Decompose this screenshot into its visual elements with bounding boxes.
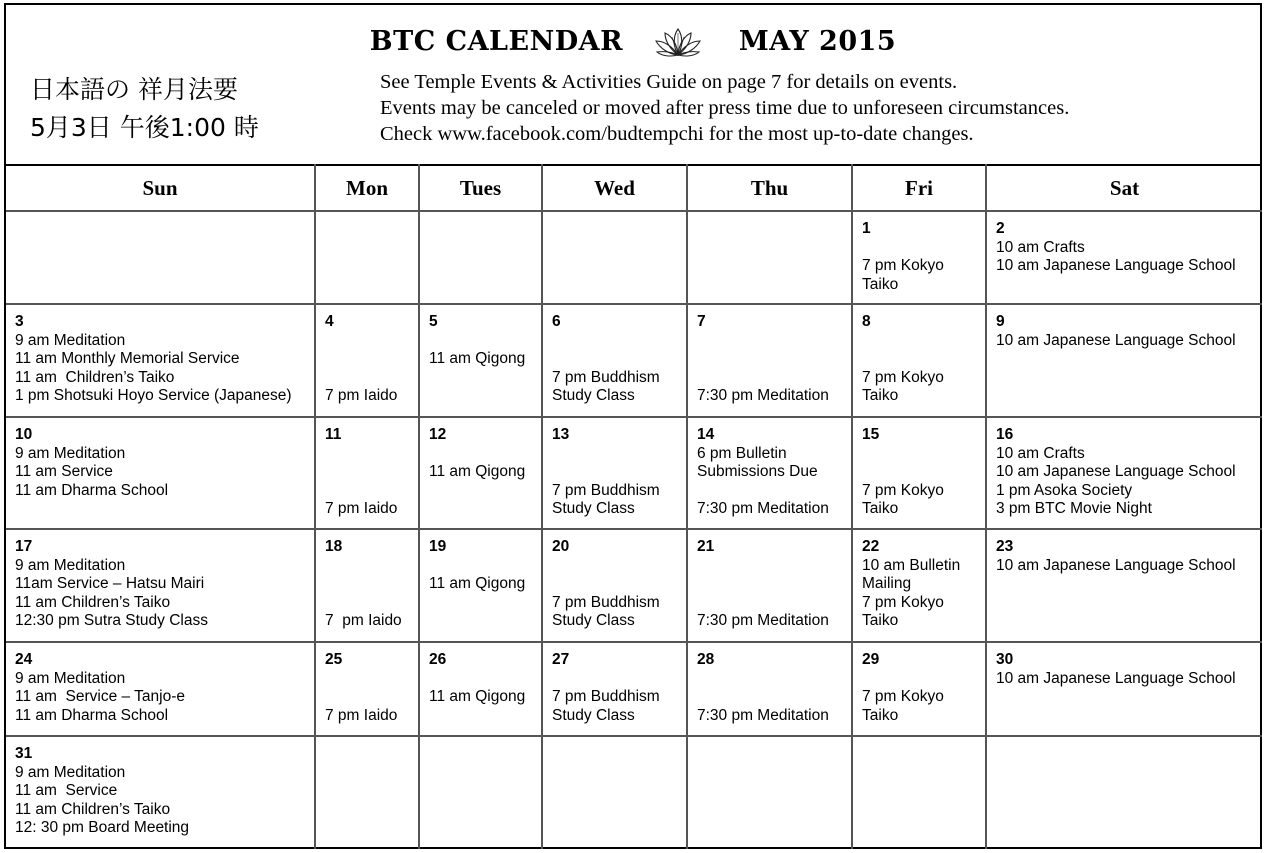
page-title [6, 25, 1260, 58]
event-line: 10 am Crafts [996, 444, 1085, 462]
event-spacer [552, 670, 686, 689]
day-content [688, 643, 851, 725]
empty-day-cell [542, 211, 687, 304]
event-spacer [325, 332, 418, 351]
day-content [420, 418, 541, 482]
japanese-line-1: 日本語の 祥月法要 [30, 75, 238, 104]
day-number: 28 [697, 651, 715, 668]
event-line: 11 am Qigong [429, 463, 526, 481]
event-line: 11 am Children’s Taiko [15, 593, 171, 611]
day-content [543, 530, 686, 631]
event-line: 10 am Japanese Language School [996, 669, 1236, 687]
event-spacer [552, 575, 686, 594]
event-spacer [697, 575, 851, 594]
event-line: 7 pm Kokyo [862, 593, 944, 611]
event-line: Taiko [862, 387, 899, 405]
calendar-week-row [6, 529, 1262, 642]
day-content [688, 418, 851, 519]
calendar-header [6, 5, 1260, 165]
day-number: 7 [697, 313, 706, 330]
day-content [420, 530, 541, 594]
event-line: 7:30 pm Meditation [697, 387, 829, 405]
event-line: 7 pm Kokyo [862, 481, 944, 499]
event-line: Taiko [862, 706, 899, 724]
event-line: 10 am Japanese Language School [996, 463, 1236, 481]
empty-day-cell [687, 736, 852, 849]
day-content [853, 530, 985, 631]
event-line: 11 am Children’s Taiko [15, 368, 175, 386]
event-line: 11 am Qigong [429, 575, 526, 593]
event-spacer [325, 463, 418, 482]
day-number: 3 [15, 313, 24, 330]
event-line: 11 am Monthly Memorial Service [15, 350, 240, 368]
event-line: 11 am Dharma School [15, 481, 169, 499]
day-number: 24 [15, 651, 33, 668]
calendar-day-cell [6, 304, 315, 417]
event-spacer [697, 332, 851, 351]
event-spacer [697, 482, 851, 501]
event-line: 12: 30 pm Board Meeting [15, 819, 190, 837]
day-number: 22 [862, 538, 880, 555]
empty-day-cell [6, 211, 315, 304]
empty-day-cell [687, 211, 852, 304]
calendar-day-cell [986, 417, 1262, 529]
weekday-header: Tues [419, 165, 542, 211]
event-spacer [552, 332, 686, 351]
day-content [316, 418, 418, 519]
event-line: 7:30 pm Meditation [697, 500, 829, 518]
event-spacer [325, 594, 418, 613]
event-line: 11am Service – Hatsu Mairi [15, 575, 205, 593]
event-line: 7 pm Iaido [325, 500, 398, 518]
empty-day-cell [315, 736, 419, 849]
header-notes [380, 69, 1069, 147]
day-content [6, 530, 314, 631]
event-line: 1 pm Shotsuki Hoyo Service (Japanese) [15, 387, 292, 405]
day-content [987, 212, 1262, 276]
weekday-header-row [6, 165, 1262, 211]
event-line: 9 am Meditation [15, 763, 126, 781]
event-line: 11 am Children’s Taiko [15, 800, 171, 818]
day-number: 30 [996, 651, 1014, 668]
calendar-day-cell [687, 529, 852, 642]
note-line: See Temple Events & Activities Guide on page 7 for details on events. [380, 71, 958, 93]
event-spacer [697, 369, 851, 388]
calendar-day-cell [687, 304, 852, 417]
calendar-day-cell [852, 417, 986, 529]
day-number: 6 [552, 313, 561, 330]
note-line: Events may be canceled or moved after press time due to unforeseen circumstances. [380, 97, 1070, 119]
day-content [987, 530, 1262, 575]
event-line: 9 am Meditation [15, 444, 126, 462]
day-content [853, 643, 985, 725]
event-line: 7 pm Iaido [325, 387, 398, 405]
day-number: 2 [996, 220, 1005, 237]
day-content [316, 212, 418, 220]
event-line: 7 pm Iaido [325, 706, 398, 724]
event-spacer [697, 557, 851, 576]
empty-day-cell [542, 736, 687, 849]
event-line: 7 pm Buddhism [552, 368, 660, 386]
day-content [6, 643, 314, 725]
calendar-day-cell [542, 642, 687, 736]
day-content [543, 418, 686, 519]
calendar-grid [6, 164, 1262, 849]
event-line: Mailing [862, 575, 912, 593]
event-line: 12:30 pm Sutra Study Class [15, 612, 208, 630]
event-line: Taiko [862, 275, 899, 293]
day-content [543, 212, 686, 220]
calendar-day-cell [852, 304, 986, 417]
calendar-day-cell [542, 304, 687, 417]
day-content [6, 305, 314, 406]
event-line: Taiko [862, 500, 899, 518]
event-line: 9 am Meditation [15, 331, 126, 349]
day-number: 4 [325, 313, 334, 330]
calendar-day-cell [986, 211, 1262, 304]
event-spacer [552, 445, 686, 464]
calendar-day-cell [419, 304, 542, 417]
day-content [853, 418, 985, 519]
day-content [987, 305, 1262, 350]
event-line: 7 pm Kokyo [862, 257, 944, 275]
event-line: 11 am Dharma School [15, 706, 169, 724]
day-content [420, 737, 541, 745]
calendar-day-cell [6, 417, 315, 529]
calendar-week-row [6, 304, 1262, 417]
event-spacer [325, 557, 418, 576]
day-content [853, 305, 985, 406]
day-number: 1 [862, 220, 871, 237]
event-spacer [552, 350, 686, 369]
calendar-day-cell [6, 642, 315, 736]
day-content [853, 737, 985, 745]
calendar-week-row [6, 736, 1262, 849]
empty-day-cell [852, 736, 986, 849]
calendar-day-cell [419, 417, 542, 529]
day-number: 13 [552, 426, 570, 443]
day-number: 17 [15, 538, 33, 555]
calendar-day-cell [315, 417, 419, 529]
weekday-header: Sun [6, 165, 315, 211]
calendar-day-cell [986, 642, 1262, 736]
calendar-day-cell [315, 642, 419, 736]
day-number: 29 [862, 651, 880, 668]
weekday-header: Sat [986, 165, 1262, 211]
event-line: 1 pm Asoka Society [996, 481, 1133, 499]
calendar-day-cell [986, 304, 1262, 417]
event-line: 11 am Service [15, 782, 118, 800]
calendar-week-row [6, 642, 1262, 736]
calendar-week-row [6, 211, 1262, 304]
event-spacer [862, 350, 985, 369]
day-content [688, 530, 851, 631]
day-number: 14 [697, 426, 715, 443]
calendar-day-cell [852, 642, 986, 736]
day-content [543, 305, 686, 406]
day-content [316, 530, 418, 631]
event-spacer [325, 688, 418, 707]
event-line: 7 pm Iaido [325, 612, 402, 630]
weekday-header: Wed [542, 165, 687, 211]
event-spacer [862, 463, 985, 482]
day-content [688, 737, 851, 745]
event-spacer [325, 482, 418, 501]
calendar-day-cell [315, 529, 419, 642]
day-content [987, 418, 1262, 519]
title-right: MAY 2015 [738, 26, 897, 57]
event-line: 10 am Crafts [996, 238, 1085, 256]
day-content [688, 305, 851, 406]
event-spacer [429, 445, 541, 464]
event-spacer [697, 350, 851, 369]
event-line: Study Class [552, 706, 635, 724]
event-line: 7 pm Buddhism [552, 481, 660, 499]
day-number: 12 [429, 426, 447, 443]
day-content [420, 643, 541, 707]
calendar-day-cell [687, 642, 852, 736]
empty-day-cell [419, 736, 542, 849]
event-line: 7 pm Buddhism [552, 688, 660, 706]
calendar-day-cell [687, 417, 852, 529]
event-line: 11 am Service – Tanjo-e [15, 688, 186, 706]
weekday-header: Fri [852, 165, 986, 211]
day-number: 25 [325, 651, 343, 668]
calendar-day-cell [315, 304, 419, 417]
day-number: 18 [325, 538, 343, 555]
event-spacer [552, 463, 686, 482]
calendar-day-cell [542, 417, 687, 529]
japanese-memorial-note [30, 71, 259, 147]
event-spacer [325, 445, 418, 464]
empty-day-cell [986, 736, 1262, 849]
day-number: 16 [996, 426, 1014, 443]
day-content [688, 212, 851, 220]
empty-day-cell [419, 211, 542, 304]
day-content [316, 643, 418, 725]
day-content [987, 737, 1262, 745]
day-content [6, 418, 314, 500]
calendar-day-cell [419, 642, 542, 736]
day-number: 8 [862, 313, 871, 330]
event-line: Submissions Due [697, 463, 818, 481]
day-content [987, 643, 1262, 688]
day-content [420, 212, 541, 220]
event-spacer [429, 332, 541, 351]
day-number: 23 [996, 538, 1014, 555]
event-spacer [697, 688, 851, 707]
weekday-header: Thu [687, 165, 852, 211]
event-line: 7 pm Buddhism [552, 593, 660, 611]
event-line: 6 pm Bulletin [697, 444, 787, 462]
event-line: 7:30 pm Meditation [697, 706, 829, 724]
note-line: Check www.facebook.com/budtempchi for the most up-to-date changes. [380, 123, 974, 145]
title-left: BTC CALENDAR [369, 26, 624, 57]
event-line: Study Class [552, 500, 635, 518]
event-spacer [325, 575, 418, 594]
day-content [6, 212, 314, 220]
day-content [853, 212, 985, 294]
day-number: 31 [15, 745, 33, 762]
event-line: 7 pm Kokyo [862, 688, 944, 706]
calendar-day-cell [419, 529, 542, 642]
day-number: 5 [429, 313, 438, 330]
day-content [316, 305, 418, 406]
event-spacer [552, 557, 686, 576]
calendar-day-cell [986, 529, 1262, 642]
event-line: 3 pm BTC Movie Night [996, 500, 1152, 518]
event-line: 10 am Japanese Language School [996, 331, 1236, 349]
event-spacer [325, 369, 418, 388]
japanese-line-2: 5月3日 午後1:00 時 [30, 113, 259, 142]
event-spacer [429, 557, 541, 576]
day-number: 20 [552, 538, 570, 555]
event-line: Taiko [862, 612, 899, 630]
day-content [316, 737, 418, 745]
day-number: 26 [429, 651, 447, 668]
calendar-day-cell [852, 529, 986, 642]
day-content [543, 643, 686, 725]
day-number: 9 [996, 313, 1005, 330]
calendar-day-cell [852, 211, 986, 304]
calendar-day-cell [6, 736, 315, 849]
event-line: 7 pm Kokyo [862, 368, 944, 386]
event-line: 11 am Qigong [429, 350, 526, 368]
day-number: 21 [697, 538, 715, 555]
event-line: Study Class [552, 612, 635, 630]
event-spacer [862, 445, 985, 464]
event-line: 10 am Japanese Language School [996, 257, 1236, 275]
event-spacer [325, 670, 418, 689]
event-line: 9 am Meditation [15, 556, 126, 574]
event-line: 7:30 pm Meditation [697, 612, 829, 630]
event-spacer [325, 350, 418, 369]
day-number: 19 [429, 538, 447, 555]
event-spacer [862, 670, 985, 689]
event-spacer [697, 594, 851, 613]
calendar-day-cell [542, 529, 687, 642]
day-content [543, 737, 686, 745]
calendar-page [4, 3, 1262, 849]
event-spacer [862, 239, 985, 258]
event-line: 11 am Service [15, 463, 113, 481]
calendar-day-cell [6, 529, 315, 642]
event-line: Study Class [552, 387, 635, 405]
event-line: 11 am Qigong [429, 688, 526, 706]
weekday-header: Mon [315, 165, 419, 211]
event-line: 9 am Meditation [15, 669, 126, 687]
lotus-icon [653, 26, 703, 58]
calendar-week-row [6, 417, 1262, 529]
day-content [6, 737, 314, 838]
event-line: 10 am Japanese Language School [996, 556, 1236, 574]
empty-day-cell [315, 211, 419, 304]
day-number: 27 [552, 651, 570, 668]
event-spacer [862, 332, 985, 351]
day-content [420, 305, 541, 369]
event-spacer [429, 670, 541, 689]
day-number: 15 [862, 426, 880, 443]
day-number: 10 [15, 426, 33, 443]
event-spacer [697, 670, 851, 689]
day-number: 11 [325, 426, 342, 443]
event-line: 10 am Bulletin [862, 556, 961, 574]
